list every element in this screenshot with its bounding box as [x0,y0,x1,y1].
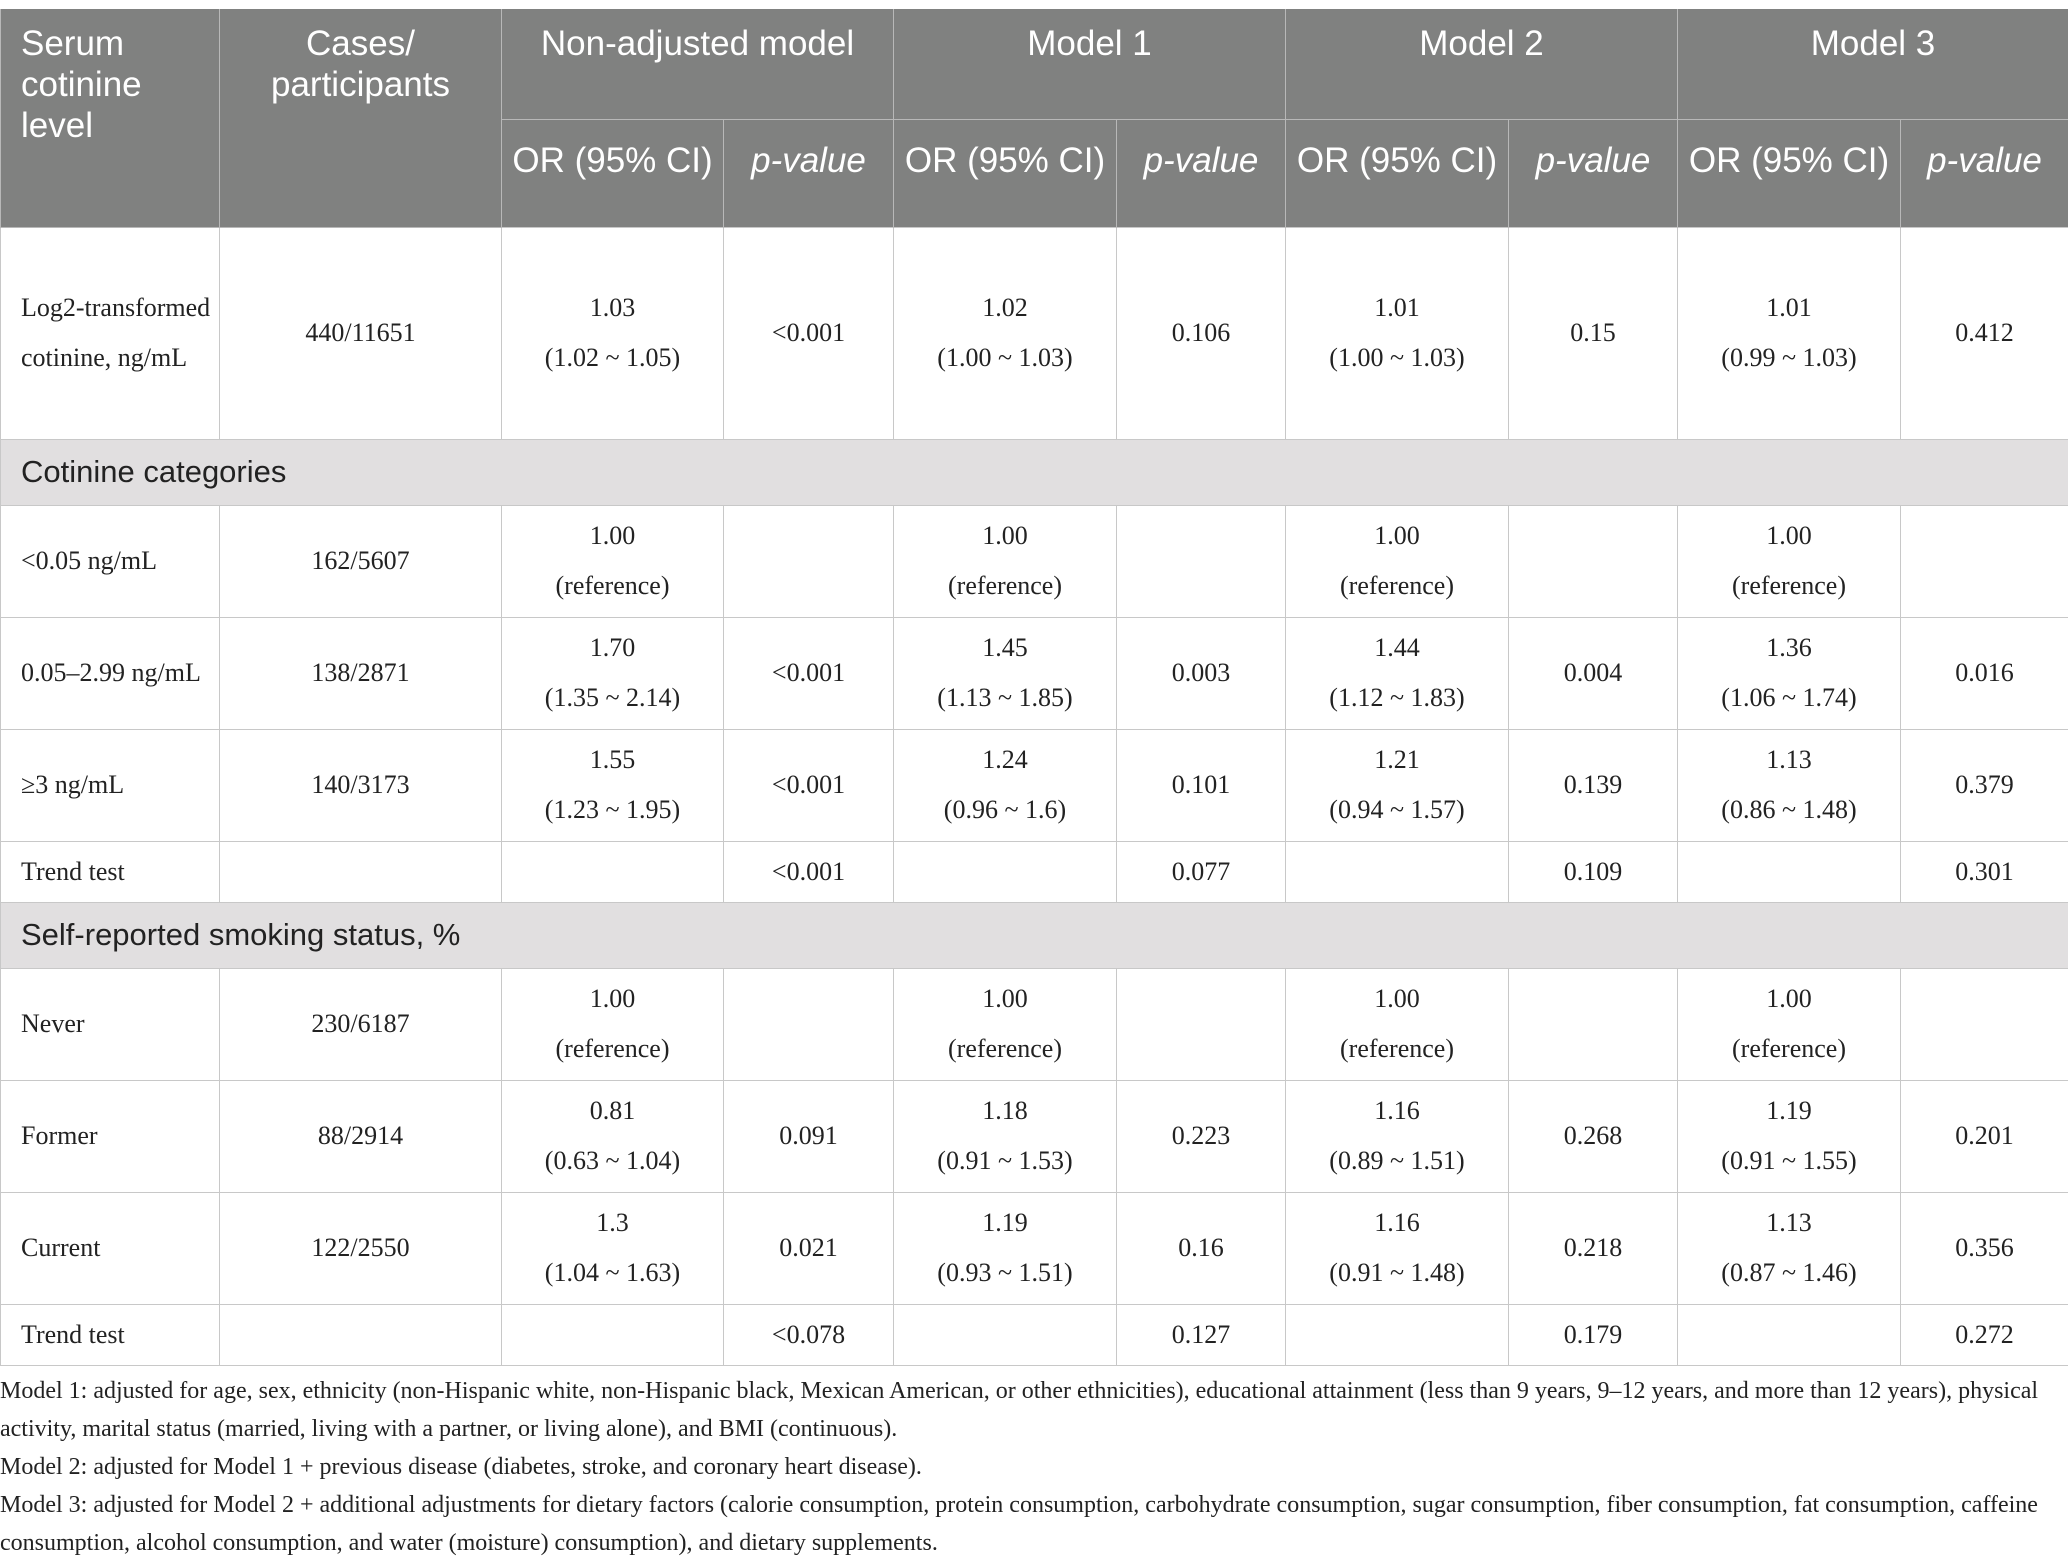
p-cell: <0.001 [724,227,894,439]
or-cell [1286,1304,1509,1365]
or-cell [502,227,724,439]
or-value: 1.03 [589,293,636,322]
row-label: <0.05 ng/mL [1,505,220,617]
header-p-model-3 [1901,119,2068,227]
p-cell: 0.223 [1117,1080,1286,1192]
ci-value: (1.23 ~ 1.95) [544,795,681,824]
or-cell [502,1080,724,1192]
ci-value: (1.35 ~ 2.14) [544,683,681,712]
table-row [1,841,2068,902]
or-cell [1286,227,1509,439]
ci-value: (1.02 ~ 1.05) [544,343,681,372]
p-cell [724,968,894,1080]
or-value: 1.44 [1374,633,1420,662]
p-cell: 0.091 [724,1080,894,1192]
table-body [1,227,2068,1365]
or-cell [894,505,1117,617]
or-cell [894,227,1117,439]
p-cell: 0.218 [1509,1192,1678,1304]
or-cell [502,841,724,902]
ci-value: (1.12 ~ 1.83) [1329,683,1465,712]
row-label: Log2-transformed cotinine, ng/mL [1,227,220,439]
header-cases-participants: Cases/ participants [220,9,502,227]
or-value: 1.00 [589,521,636,550]
p-cell: 0.16 [1117,1192,1286,1304]
or-cell [1286,617,1509,729]
or-cell [502,617,724,729]
or-value: 1.3 [596,1208,629,1237]
footnote-model-1: Model 1: adjusted for age, sex, ethnicity (non-Hispanic white, non-Hispanic black, Mexican American, or other ethnicities), educational attainment (less than 9 years, 9–12 years, and more than 12 years), physical activity, marital status (married, living with a partner, or living alone), and BMI (continuous). [0,1378,2039,1442]
or-value: 1.70 [589,633,636,662]
header-p-label: p-value [1927,140,2042,180]
p-cell: 0.356 [1901,1192,2068,1304]
header-non-adjusted-model: Non-adjusted model [502,9,894,119]
or-value: 1.16 [1374,1208,1420,1237]
or-cell [1678,505,1901,617]
p-cell: 0.179 [1509,1304,1678,1365]
table-row [1,617,2068,729]
table-row [1,505,2068,617]
or-cell [1286,841,1509,902]
p-cell: <0.001 [724,841,894,902]
p-cell: <0.078 [724,1304,894,1365]
ci-value: (0.91 ~ 1.53) [937,1146,1073,1175]
ci-value: (1.04 ~ 1.63) [544,1258,681,1287]
or-cell [1286,1080,1509,1192]
footnote-model-2: Model 2: adjusted for Model 1 + previous disease (diabetes, stroke, and coronary heart disease). [0,1454,922,1480]
header-model-3: Model 3 [1678,9,2068,119]
results-table-container [0,9,2068,1366]
or-value: 1.19 [982,1208,1028,1237]
or-cell [894,1304,1117,1365]
header-model-1: Model 1 [894,9,1286,119]
header-serum-cotinine-level: Serum cotinine level [1,9,220,227]
ci-value: (reference) [555,571,670,600]
ci-value: (0.89 ~ 1.51) [1329,1146,1465,1175]
p-cell [1901,968,2068,1080]
or-value: 1.00 [1374,521,1420,550]
cases-cell: 230/6187 [220,968,502,1080]
table-row [1,968,2068,1080]
table-row [1,1192,2068,1304]
or-cell [502,968,724,1080]
p-cell: 0.139 [1509,729,1678,841]
ci-value: (1.06 ~ 1.74) [1721,683,1857,712]
or-cell [1678,841,1901,902]
row-label: Trend test [1,1304,220,1365]
header-or-model-2: OR (95% CI) [1286,119,1509,227]
row-label: Never [1,968,220,1080]
p-cell: 0.109 [1509,841,1678,902]
or-cell [1286,505,1509,617]
header-or-non-adjusted: OR (95% CI) [502,119,724,227]
section-row [1,439,2068,505]
p-cell: 0.016 [1901,617,2068,729]
header-or-model-3: OR (95% CI) [1678,119,1901,227]
or-cell [1678,968,1901,1080]
table-header [1,9,2068,227]
section-title-smoking-status: Self-reported smoking status, % [1,902,2068,968]
or-value: 1.19 [1766,1096,1812,1125]
p-cell: 0.412 [1901,227,2068,439]
p-cell: 0.201 [1901,1080,2068,1192]
or-value: 1.00 [1766,984,1812,1013]
table-row [1,227,2068,439]
or-value: 1.45 [982,633,1028,662]
p-cell: <0.001 [724,729,894,841]
or-cell [1286,729,1509,841]
or-value: 1.55 [589,745,636,774]
or-cell [1286,1192,1509,1304]
row-label: 0.05–2.99 ng/mL [1,617,220,729]
header-or-model-1: OR (95% CI) [894,119,1117,227]
or-value: 1.00 [1374,984,1420,1013]
or-value: 1.13 [1766,745,1812,774]
p-cell [1509,505,1678,617]
or-cell [894,968,1117,1080]
ci-value: (0.96 ~ 1.6) [943,795,1067,824]
results-table [0,9,2068,1366]
or-value: 1.02 [982,293,1028,322]
or-cell [1678,1192,1901,1304]
ci-value: (0.94 ~ 1.57) [1329,795,1465,824]
or-value: 1.01 [1766,293,1812,322]
ci-value: (reference) [1732,571,1846,600]
p-cell [1509,968,1678,1080]
or-cell [1678,617,1901,729]
header-p-label: p-value [751,140,866,180]
ci-value: (reference) [948,1034,1062,1063]
ci-value: (1.13 ~ 1.85) [937,683,1073,712]
section-row [1,902,2068,968]
ci-value: (reference) [948,571,1062,600]
table-row [1,729,2068,841]
header-p-model-1 [1117,119,1286,227]
or-value: 0.81 [589,1096,636,1125]
cases-cell: 88/2914 [220,1080,502,1192]
ci-value: (0.91 ~ 1.48) [1329,1258,1465,1287]
ci-value: (reference) [1340,571,1454,600]
or-value: 1.00 [1766,521,1812,550]
or-cell [894,729,1117,841]
ci-value: (reference) [555,1034,670,1063]
or-cell [1678,1304,1901,1365]
or-cell [894,1080,1117,1192]
ci-value: (0.87 ~ 1.46) [1721,1258,1857,1287]
header-p-label: p-value [1535,140,1651,180]
or-value: 1.13 [1766,1208,1812,1237]
ci-value: (reference) [1340,1034,1454,1063]
or-value: 1.00 [589,984,636,1013]
table-row [1,1080,2068,1192]
or-value: 1.16 [1374,1096,1420,1125]
or-cell [894,617,1117,729]
p-cell: 0.127 [1117,1304,1286,1365]
p-cell: <0.001 [724,617,894,729]
ci-value: (0.86 ~ 1.48) [1721,795,1857,824]
or-cell [894,841,1117,902]
ci-value: (0.91 ~ 1.55) [1721,1146,1857,1175]
or-value: 1.00 [982,521,1028,550]
or-cell [502,1304,724,1365]
p-cell: 0.106 [1117,227,1286,439]
p-cell: 0.15 [1509,227,1678,439]
row-label: Trend test [1,841,220,902]
cases-cell: 138/2871 [220,617,502,729]
row-label: Former [1,1080,220,1192]
p-cell: 0.077 [1117,841,1286,902]
or-value: 1.00 [982,984,1028,1013]
cases-cell: 162/5607 [220,505,502,617]
p-cell [724,505,894,617]
or-cell [1286,968,1509,1080]
p-cell: 0.272 [1901,1304,2068,1365]
or-cell [502,505,724,617]
footnote-model-3: Model 3: adjusted for Model 2 + additional adjustments for dietary factors (calorie consumption, protein consumption, carbohydrate consumption, sugar consumption, fiber consumption, fat consumption, caffeine consumption, alcohol consumption, and water (moisture) consumption), and dietary supplements. [0,1492,2038,1556]
p-cell: 0.268 [1509,1080,1678,1192]
or-cell [894,1192,1117,1304]
header-model-2: Model 2 [1286,9,1678,119]
ci-value: (0.93 ~ 1.51) [937,1258,1073,1287]
p-cell: 0.101 [1117,729,1286,841]
p-cell: 0.301 [1901,841,2068,902]
or-cell [1678,227,1901,439]
table-footnotes [0,1372,2040,1562]
or-value: 1.36 [1766,633,1812,662]
p-cell: 0.003 [1117,617,1286,729]
cases-cell: 440/11651 [220,227,502,439]
ci-value: (0.99 ~ 1.03) [1721,343,1857,372]
p-cell: 0.021 [724,1192,894,1304]
or-cell [502,1192,724,1304]
ci-value: (1.00 ~ 1.03) [937,343,1073,372]
or-cell [502,729,724,841]
or-value: 1.01 [1374,293,1420,322]
header-p-model-2 [1509,119,1678,227]
ci-value: (reference) [1732,1034,1846,1063]
or-cell [1678,1080,1901,1192]
table-row [1,1304,2068,1365]
p-cell: 0.004 [1509,617,1678,729]
p-cell [1117,968,1286,1080]
p-cell: 0.379 [1901,729,2068,841]
header-p-label: p-value [1143,140,1259,180]
cases-cell: 122/2550 [220,1192,502,1304]
p-cell [1901,505,2068,617]
cases-cell [220,1304,502,1365]
cases-cell [220,841,502,902]
ci-value: (1.00 ~ 1.03) [1329,343,1465,372]
row-label: Current [1,1192,220,1304]
p-cell [1117,505,1286,617]
ci-value: (0.63 ~ 1.04) [544,1146,681,1175]
or-value: 1.24 [982,745,1028,774]
or-cell [1678,729,1901,841]
header-p-non-adjusted [724,119,894,227]
row-label: ≥3 ng/mL [1,729,220,841]
or-value: 1.21 [1374,745,1420,774]
or-value: 1.18 [982,1096,1028,1125]
section-title-cotinine-categories: Cotinine categories [1,439,2068,505]
cases-cell: 140/3173 [220,729,502,841]
